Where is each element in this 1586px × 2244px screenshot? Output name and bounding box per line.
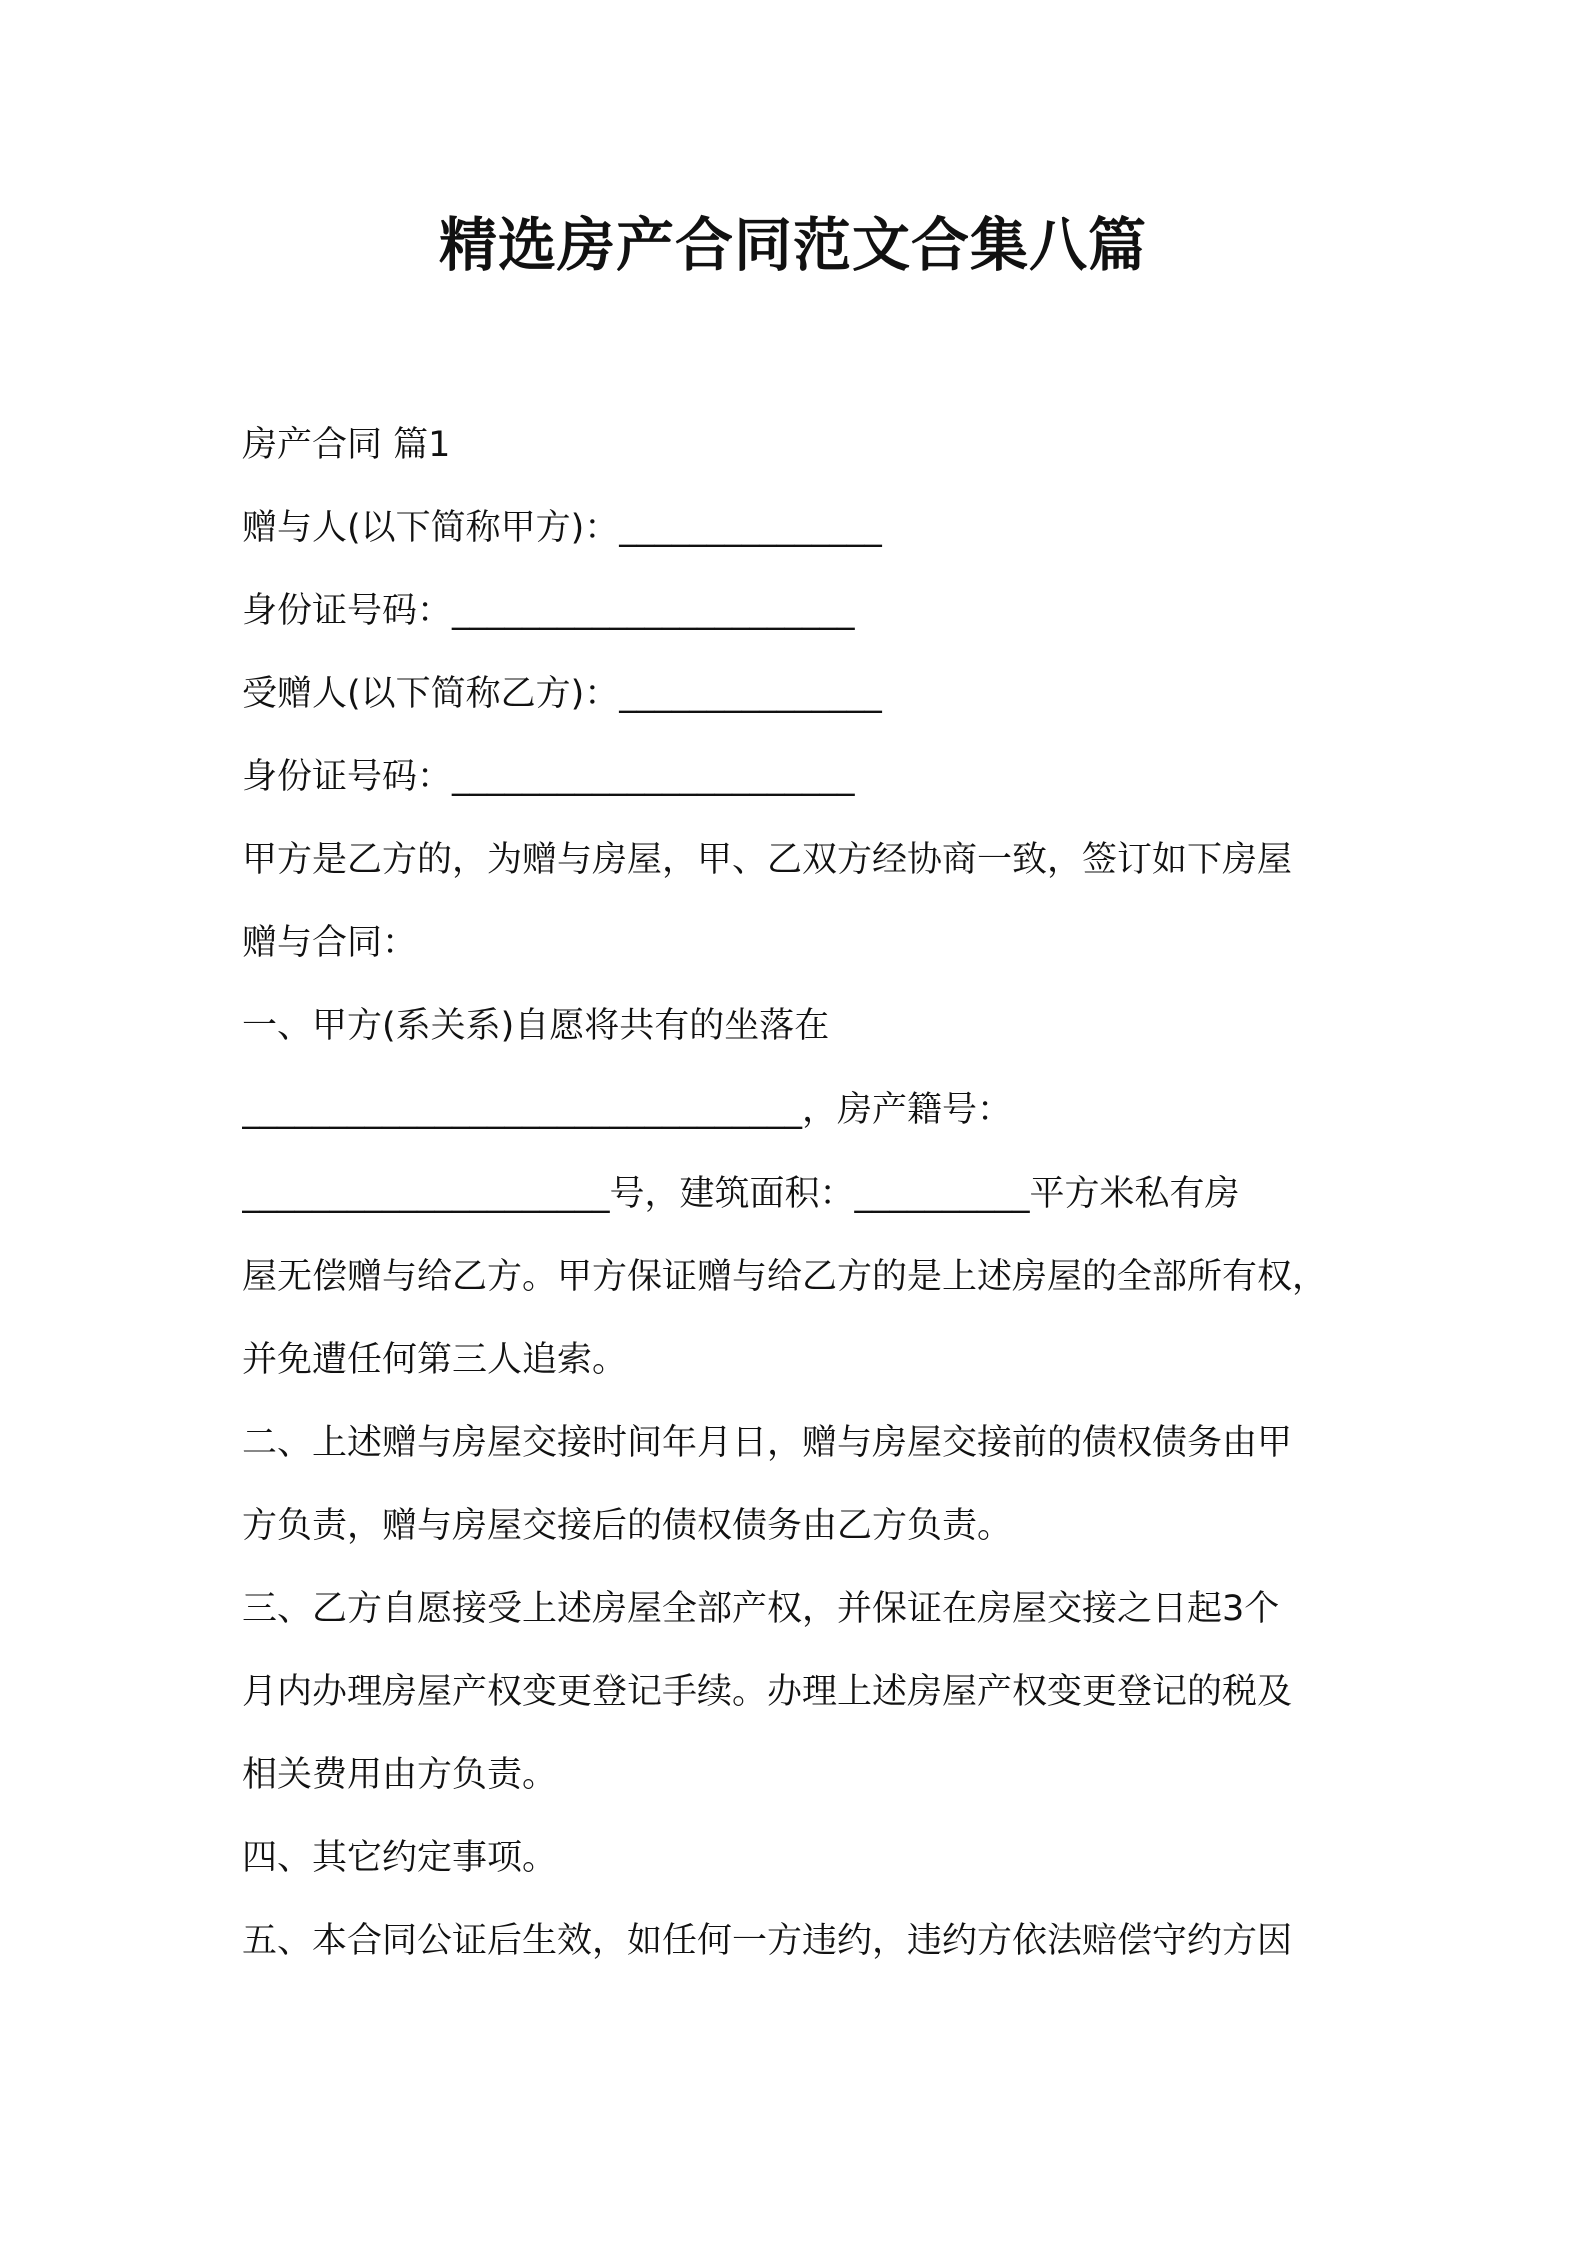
clause-3-line: 相关费用由方负责。 (242, 1755, 558, 1795)
clause-5-line: 五、本合同公证后生效，如任何一方违约，违约方依法赔偿守约方因 (242, 1921, 1293, 1961)
document-body (242, 404, 1372, 1983)
donee-id-line: 身份证号码：_______________________ (242, 757, 855, 797)
paragraph-line: 赠与合同： (242, 923, 418, 963)
document-title: 精选房产合同范文合集八篇 (438, 211, 1147, 279)
clause-1-line: ________________________________，房产籍号： (242, 1090, 1013, 1130)
clause-1-line: 并免遭任何第三人追索。 (242, 1340, 628, 1380)
paragraph-line: 甲方是乙方的，为赠与房屋，甲、乙双方经协商一致，签订如下房屋 (242, 840, 1293, 880)
donor-line: 赠与人(以下简称甲方)：_______________ (242, 508, 882, 548)
clause-3-line: 三、乙方自愿接受上述房屋全部产权，并保证在房屋交接之日起3个 (242, 1589, 1280, 1629)
clause-2-line: 二、上述赠与房屋交接时间年月日，赠与房屋交接前的债权债务由甲 (242, 1423, 1293, 1463)
section-heading: 房产合同 篇1 (242, 425, 451, 465)
clause-3-line: 月内办理房屋产权变更登记手续。办理上述房屋产权变更登记的税及 (242, 1672, 1293, 1712)
donor-id-line: 身份证号码：_______________________ (242, 591, 855, 631)
clause-2-line: 方负责，赠与房屋交接后的债权债务由乙方负责。 (242, 1506, 1013, 1546)
donee-line: 受赠人(以下简称乙方)：_______________ (242, 674, 882, 714)
clause-1-line: 屋无偿赠与给乙方。甲方保证赠与给乙方的是上述房屋的全部所有权， (242, 1257, 1328, 1297)
clause-1-line: _____________________号，建筑面积：__________平方米私有房 (242, 1174, 1240, 1214)
clause-4-line: 四、其它约定事项。 (242, 1838, 558, 1878)
clause-1-line: 一、甲方(系关系)自愿将共有的坐落在 (242, 1006, 830, 1046)
